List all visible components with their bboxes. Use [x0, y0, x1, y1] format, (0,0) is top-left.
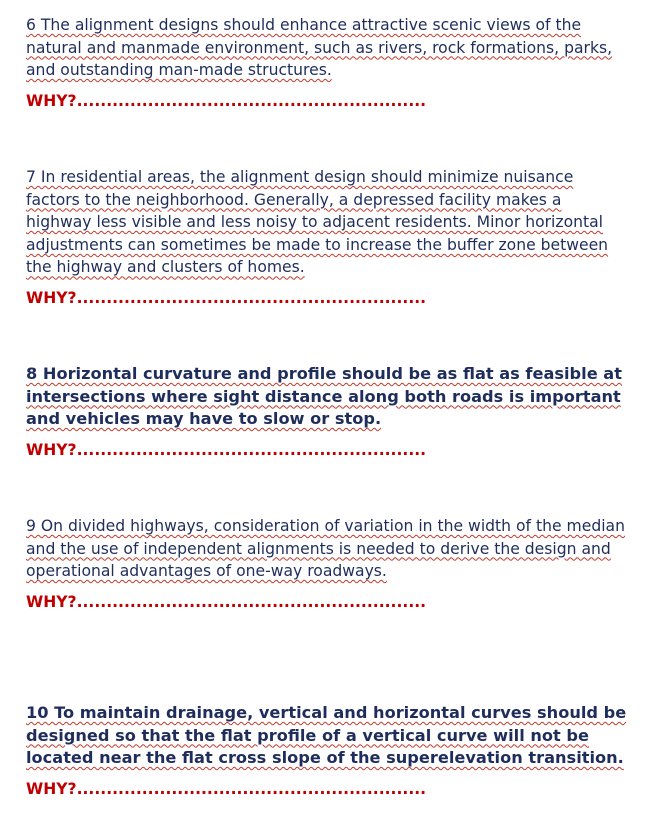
- guideline-text: 7 In residential areas, the alignment design should minimize nuisance factors to the neighborhood. Generally, a depressed facility makes a highway less visible and less noisy to adjacent residents. Minor horizontal adjustments can sometimes be made to increase the buffer zone between the highway and clusters of homes.: [26, 168, 609, 277]
- guideline-item-9: [26, 515, 630, 612]
- why-prompt: WHY?...........................................................: [26, 288, 427, 307]
- guideline-text: 9 On divided highways, consideration of variation in the width of the median and the use of independent alignments is needed to derive the design and operational advantages of one-way roadways.: [26, 517, 625, 581]
- why-prompt: WHY?...........................................................: [26, 91, 427, 110]
- guideline-item-10: [26, 702, 630, 799]
- guideline-text: 10 To maintain drainage, vertical and horizontal curves should be designed so that the flat profile of a vertical curve will not be located near the flat cross slope of the superelevation transition.: [26, 703, 627, 768]
- why-prompt: WHY?...........................................................: [26, 440, 427, 459]
- why-prompt: WHY?...........................................................: [26, 592, 427, 611]
- guideline-item-6: [26, 14, 630, 111]
- guideline-text: 8 Horizontal curvature and profile should be as flat as feasible at intersections where sight distance along both roads is important and vehicles may have to slow or stop.: [26, 364, 622, 429]
- guideline-text: 6 The alignment designs should enhance attractive scenic views of the natural and manmade environment, such as rivers, rock formations, parks, and outstanding man-made structures.: [26, 16, 613, 80]
- why-prompt: WHY?...........................................................: [26, 779, 427, 798]
- guideline-item-8: [26, 363, 630, 460]
- guideline-item-7: [26, 166, 630, 308]
